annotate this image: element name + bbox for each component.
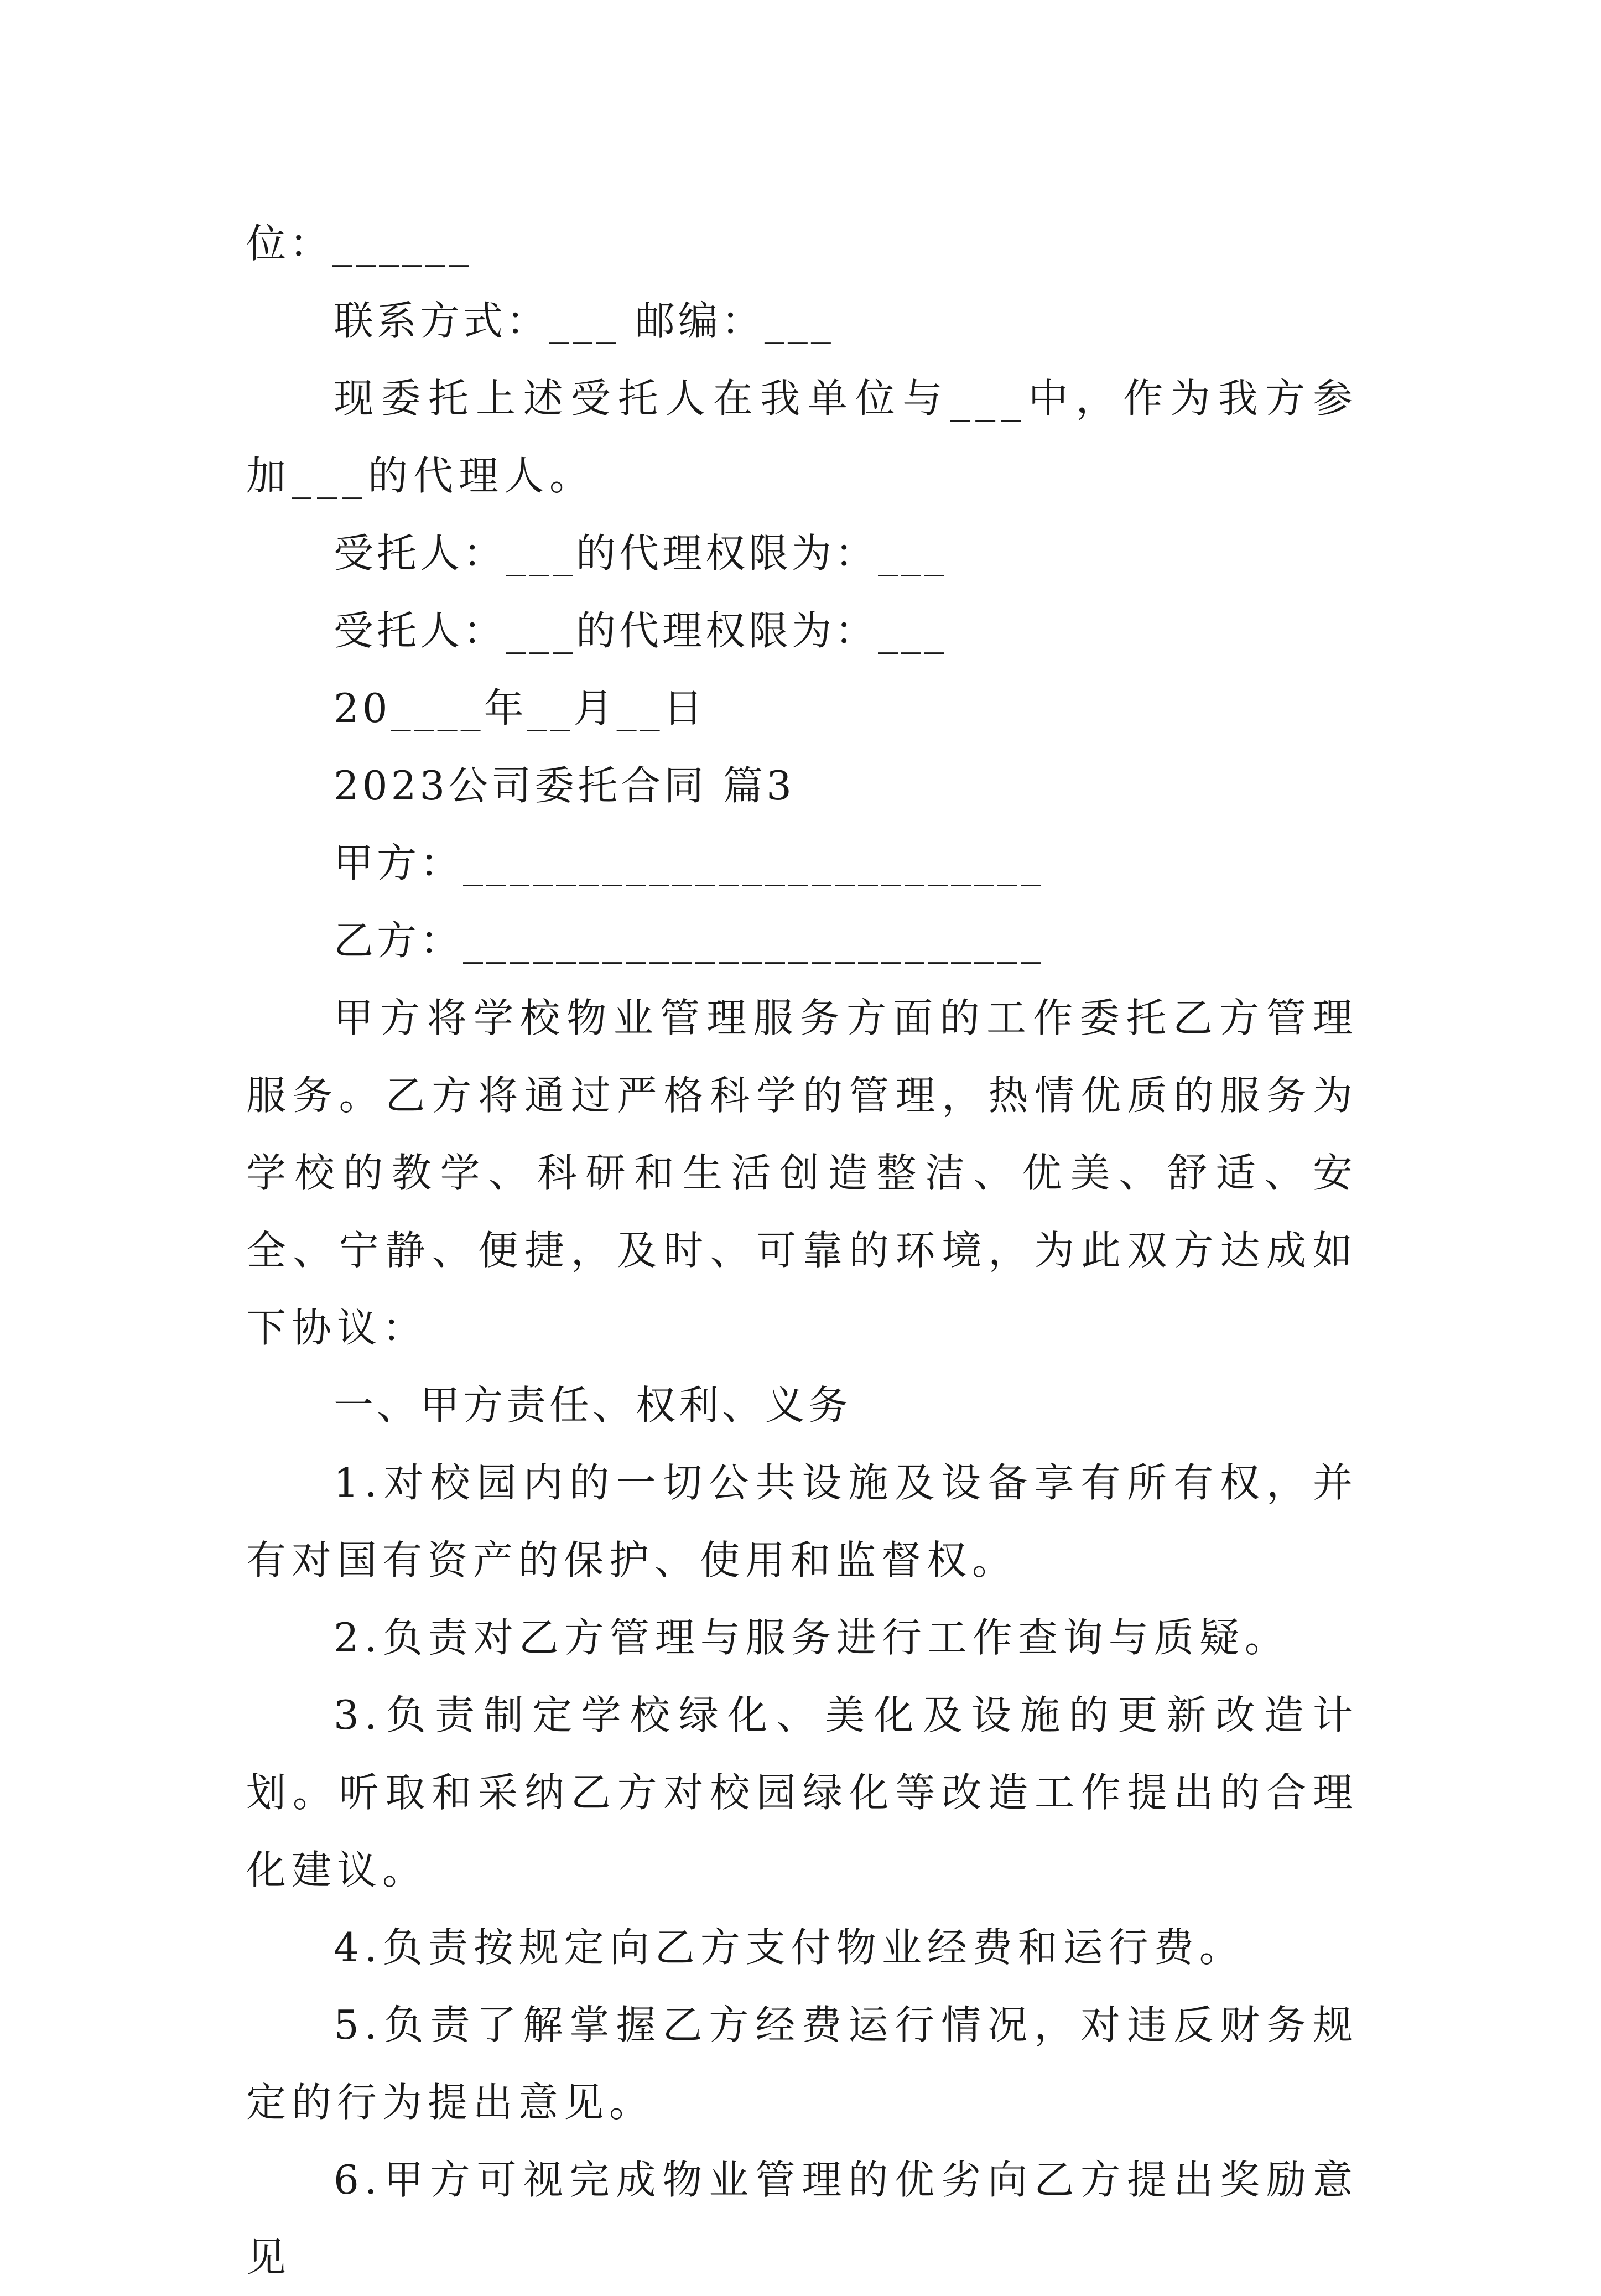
clause-1: 1.对校园内的一切公共设施及设备享有所有权，并有对国有资产的保护、使用和监督权。 (246, 1459, 1358, 1583)
document-body (246, 205, 1358, 2296)
text-line-agent-authority-2: 受托人：___的代理权限为：___ (334, 607, 948, 654)
party-a-line: 甲方：_________________________ (334, 840, 1044, 886)
text-line-unit: 位：______ (246, 220, 472, 267)
clause-4: 4.负责按规定向乙方支付物业经费和运行费。 (334, 1924, 1245, 1971)
clause-2: 2.负责对乙方管理与服务进行工作查询与质疑。 (334, 1614, 1290, 1661)
text-line-contact: 联系方式：___ 邮编：___ (334, 298, 834, 344)
clause-6: 6.甲方可视完成物业管理的优劣向乙方提出奖励意见 (246, 2157, 1358, 2281)
text-line-agent-authority-1: 受托人：___的代理权限为：___ (334, 530, 948, 576)
text-line-date: 20____年__月__日 (334, 685, 706, 731)
clause-5: 5.负责了解掌握乙方经费运行情况，对违反财务规定的行为提出意见。 (246, 2002, 1358, 2126)
clause-heading-party-a: 一、甲方责任、权利、义务 (334, 1382, 852, 1428)
section-heading: 2023公司委托合同 篇3 (334, 762, 795, 809)
party-b-line: 乙方：_________________________ (334, 917, 1044, 964)
clause-3: 3.负责制定学校绿化、美化及设施的更新改造计划。听取和采纳乙方对校园绿化等改造工作提出的合理化建议。 (246, 1692, 1358, 1893)
paragraph-entrust: 现委托上述受托人在我单位与___中，作为我方参加___的代理人。 (246, 375, 1358, 499)
paragraph-agreement-intro: 甲方将学校物业管理服务方面的工作委托乙方管理服务。乙方将通过严格科学的管理，热情优质的服务为学校的教学、科研和生活创造整洁、优美、舒适、安全、宁静、便捷，及时、可靠的环境，为此双方达成如下协议： (246, 995, 1358, 1351)
